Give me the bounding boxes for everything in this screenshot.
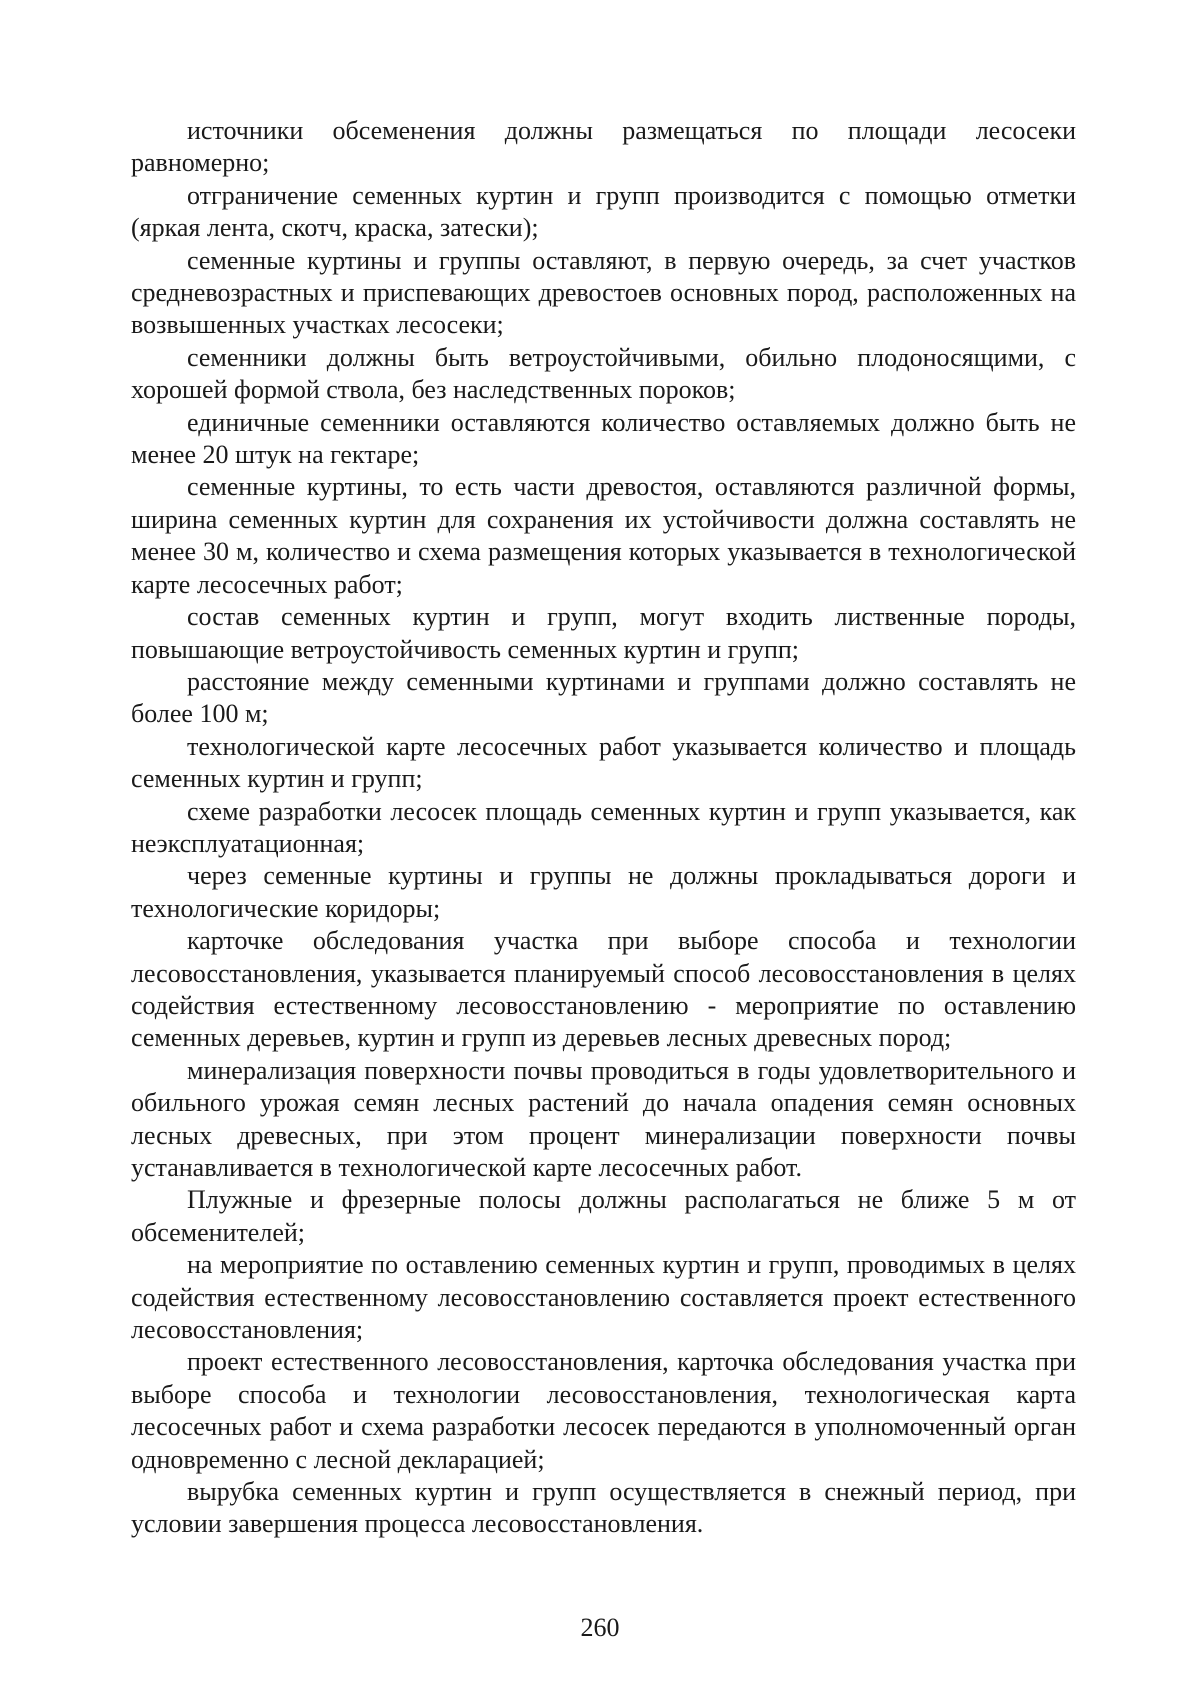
paragraph-2: отграничение семенных куртин и групп производится с помощью отметки (яркая лента, скотч, краска, затески);	[131, 180, 1076, 243]
paragraph-9: технологической карте лесосечных работ указывается количество и площадь семенных куртин и групп;	[131, 731, 1076, 794]
paragraph-10: схеме разработки лесосек площадь семенных куртин и групп указывается, как неэксплуатационная;	[131, 796, 1076, 858]
paragraph-3: семенные куртины и группы оставляют, в первую очередь, за счет участков средневозрастных и приспевающих древостоев основных пород, расположенных на возвышенных участках лесосеки;	[131, 245, 1076, 340]
paragraph-16: проект естественного лесовосстановления, карточка обследования участка при выборе способа и технологии лесовосстановления, технологическая карта лесосечных работ и схема разработки лесосек передаются в уполномоченный орган одновременно с лесной декларацией;	[131, 1347, 1076, 1474]
page-number: 260	[580, 1613, 620, 1642]
paragraph-13: минерализация поверхности почвы проводиться в годы удовлетворительного и обильного урожая семян лесных растений до начала опадения семян основных лесных древесных, при этом процент минерализации поверхности почвы устанавливается в технологической карте лесосечных работ.	[131, 1055, 1076, 1182]
page-body	[131, 115, 1076, 1541]
paragraph-15: на мероприятие по оставлению семенных куртин и групп, проводимых в целях содействия естественному лесовосстановлению составляется проект естественного лесовосстановления;	[131, 1250, 1076, 1345]
paragraph-5: единичные семенники оставляются количество оставляемых должно быть не менее 20 штук на гектаре;	[131, 407, 1076, 470]
paragraph-17: вырубка семенных куртин и групп осуществляется в снежный период, при условии завершения процесса лесовосстановления.	[131, 1477, 1076, 1539]
paragraph-11: через семенные куртины и группы не должны прокладываться дороги и технологические коридоры;	[131, 861, 1076, 923]
paragraph-14: Плужные и фрезерные полосы должны располагаться не ближе 5 м от обсеменителей;	[131, 1185, 1076, 1247]
paragraph-7: состав семенных куртин и групп, могут входить лиственные породы, повышающие ветроустойчивость семенных куртин и групп;	[131, 602, 1076, 664]
paragraph-12: карточке обследования участка при выборе способа и технологии лесовосстановления, указывается планируемый способ лесовосстановления в целях содействия естественному лесовосстановлению - мероприятие по оставлению семенных деревьев, куртин и групп из деревьев лесных древесных пород;	[131, 926, 1076, 1053]
paragraph-6: семенные куртины, то есть части древостоя, оставляются различной формы, ширина семенных куртин для сохранения их устойчивости должна составлять не менее 30 м, количество и схема размещения которых указывается в технологической карте лесосечных работ;	[131, 472, 1076, 599]
paragraph-4: семенники должны быть ветроустойчивыми, обильно плодоносящими, с хорошей формой ствола, без наследственных пороков;	[131, 342, 1076, 405]
paragraph-1: источники обсеменения должны размещаться по площади лесосеки равномерно;	[131, 116, 1076, 178]
paragraph-8: расстояние между семенными куртинами и группами должно составлять не более 100 м;	[131, 666, 1076, 729]
